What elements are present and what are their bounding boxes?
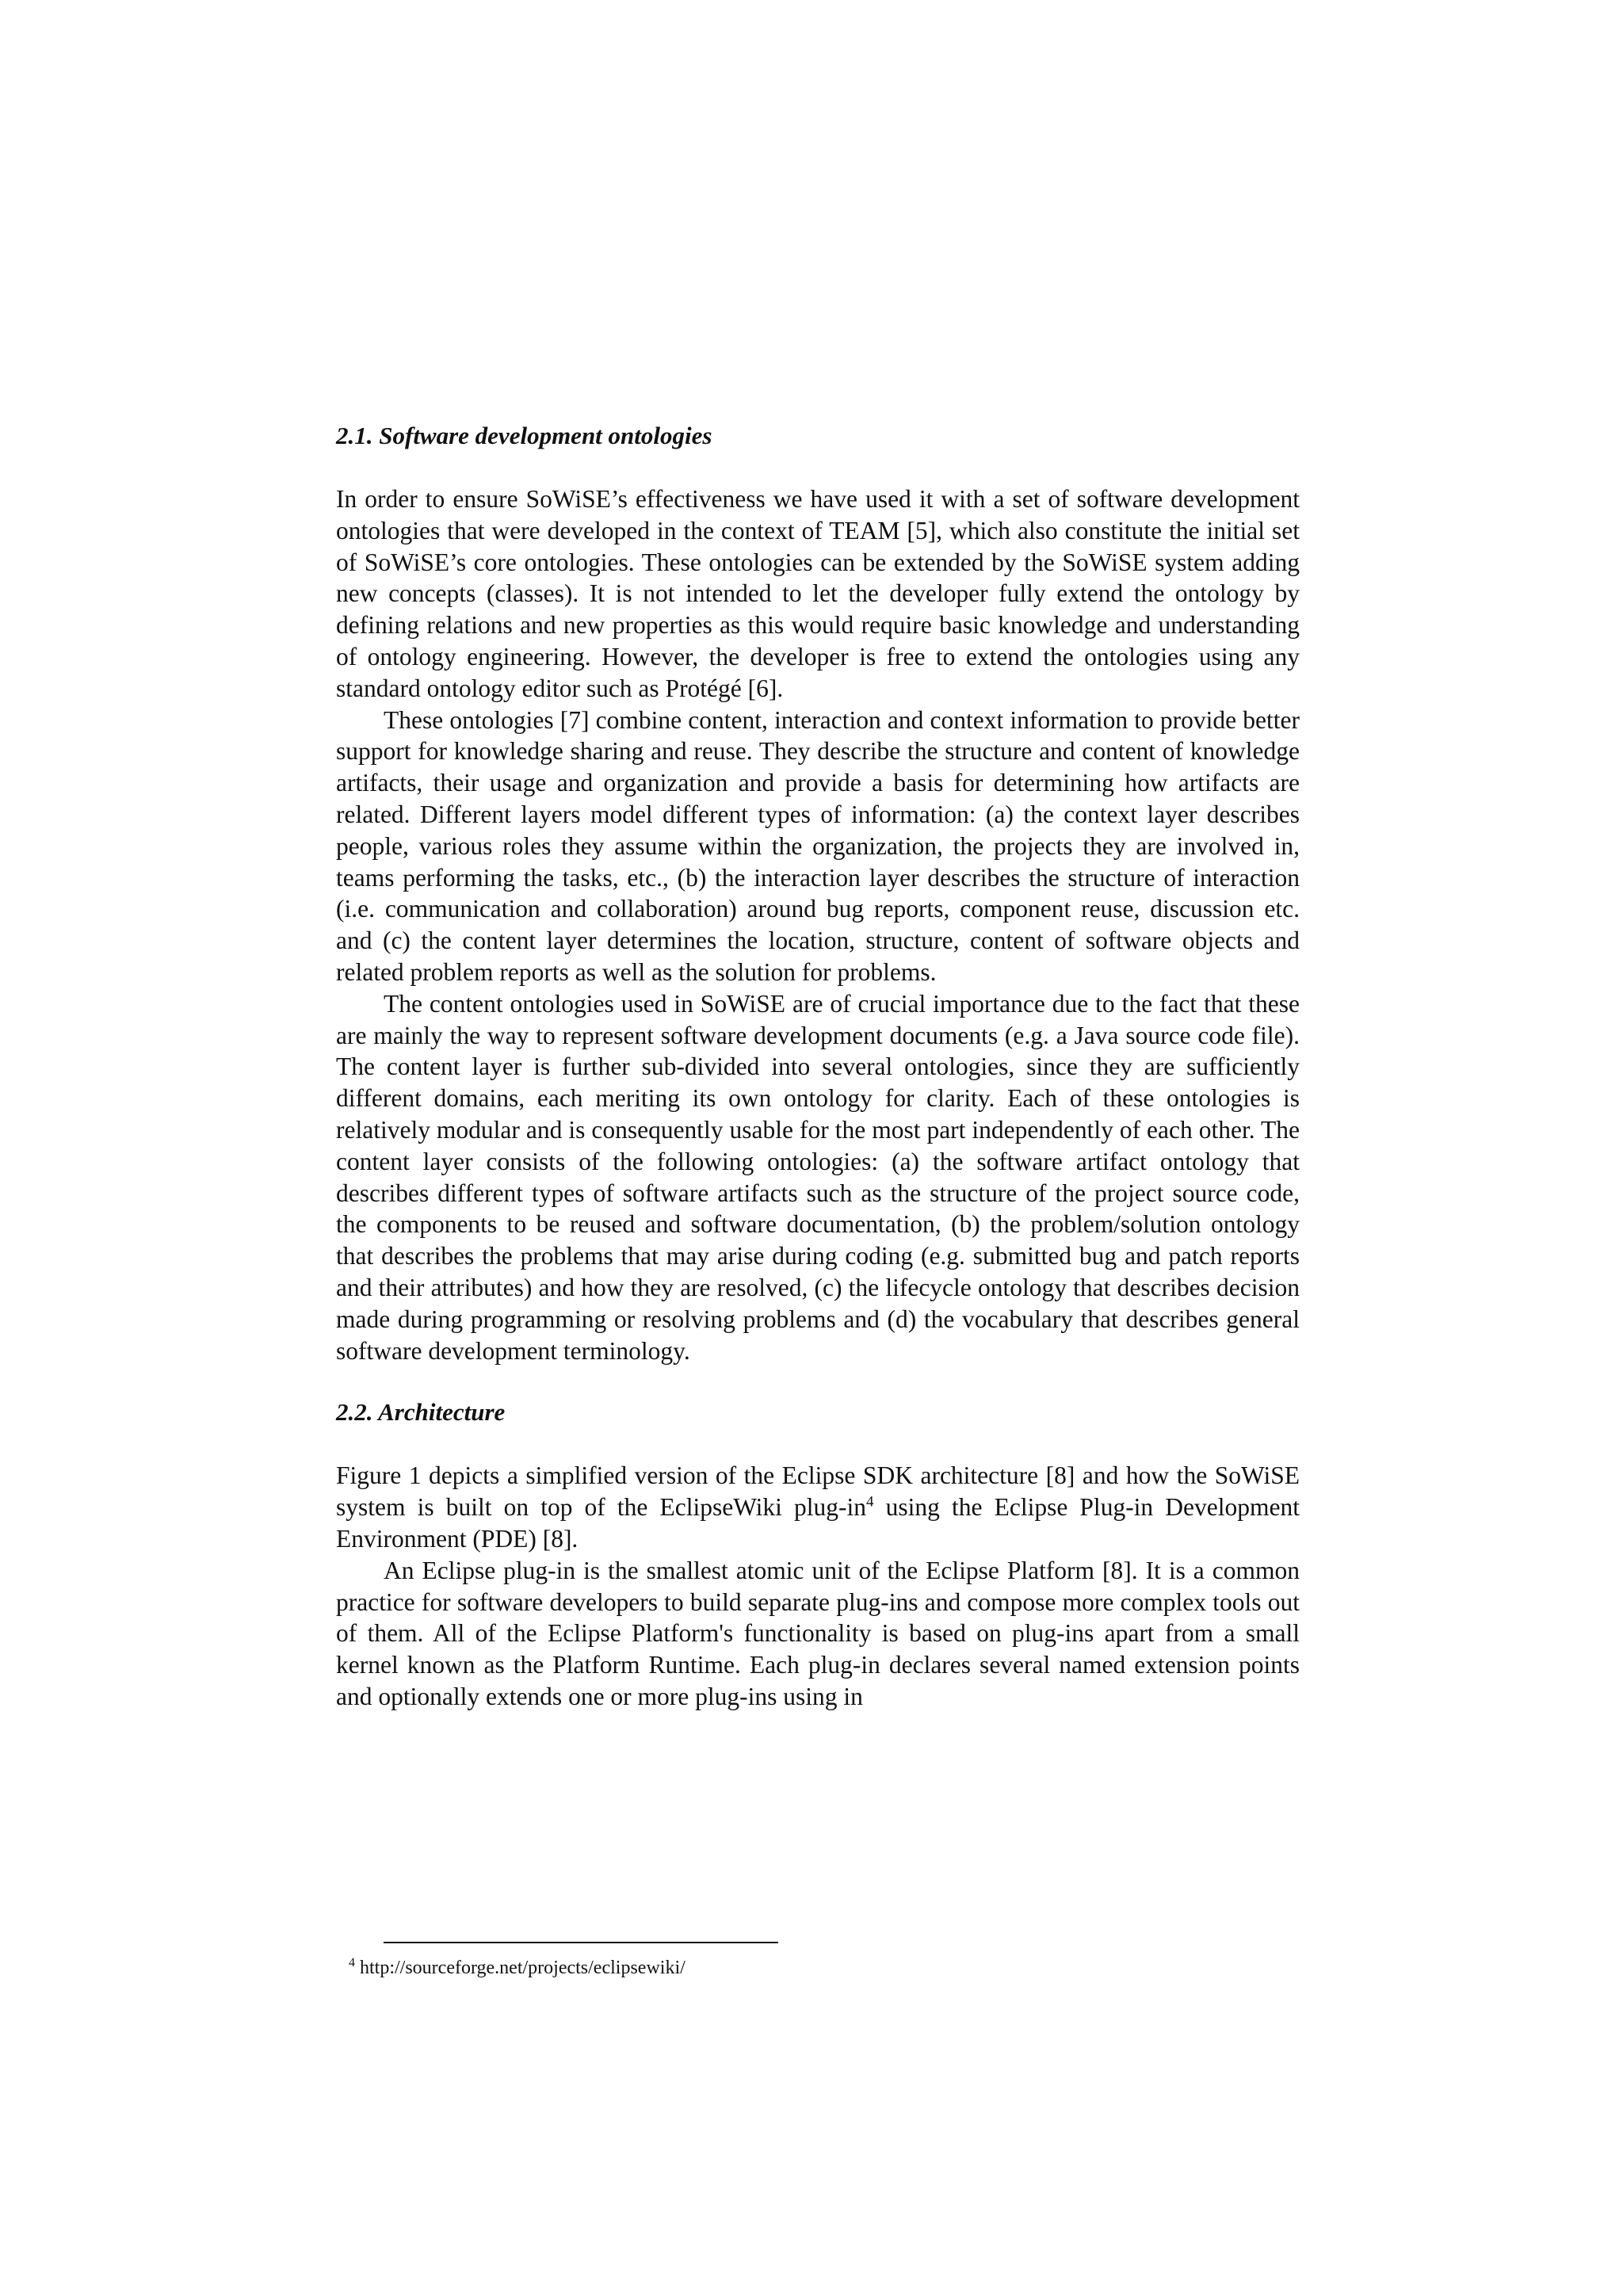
section-heading-architecture: 2.2. Architecture xyxy=(336,1398,506,1427)
paragraph-ontologies-3: The content ontologies used in SoWiSE are of crucial importance due to the fact that these are mainly the way to represent software development documents (e.g. a Java source code file). The content layer is further sub-divided into several ontologies, since they are sufficiently different domains, each meriting its own ontology for clarity. Each of these ontologies is relatively modular and is consequently usable for the most part independently of each other. The content layer consists of the following ontologies: (a) the software artifact ontology that describes different types of software artifacts such as the structure of the project source code, the components to be reused and software documentation, (b) the problem/solution ontology that describes the problems that may arise during coding (e.g. submitted bug and patch reports and their attributes) and how they are resolved, (c) the lifecycle ontology that describes decision made during programming or resolving problems and (d) the vocabulary that describes general software development terminology. xyxy=(336,989,1300,1365)
footnote-mark: 4 xyxy=(349,1956,355,1969)
footnote-reference-mark: 4 xyxy=(866,1493,874,1511)
paragraph-ontologies-1: In order to ensure SoWiSE’s effectiveness we have used it with a set of software development ontologies that were developed in the context of TEAM [5], which also constitute the initial set of SoWiSE’s core ontologies. These ontologies can be extended by the SoWiSE system adding new concepts (classes). It is not intended to let the developer fully extend the ontology by defining relations and new properties as this would require basic knowledge and understanding of ontology engineering. However, the developer is free to extend the ontologies using any standard ontology editor such as Protégé [6]. xyxy=(336,485,1300,702)
footnote xyxy=(349,1956,685,1980)
page-body xyxy=(336,420,1300,1713)
paragraph-architecture-1 xyxy=(336,1460,1300,1554)
paragraph-architecture-2: An Eclipse plug-in is the smallest atomic unit of the Eclipse Platform [8]. It is a common practice for software developers to build separate plug-ins and compose more complex tools out of them. All of the Eclipse Platform's functionality is based on plug-ins apart from a small kernel known as the Platform Runtime. Each plug-in declares several named extension points and optionally extends one or more plug-ins using in xyxy=(336,1556,1300,1710)
paragraph-ontologies-2: These ontologies [7] combine content, interaction and context information to provide better support for knowledge sharing and reuse. They describe the structure and content of knowledge artifacts, their usage and organization and provide a basis for determining how artifacts are related. Different layers model different types of information: (a) the context layer describes people, various roles they assume within the organization, the projects they are involved in, teams performing the tasks, etc., (b) the interaction layer describes the structure of interaction (i.e. communication and collaboration) around bug reports, component reuse, discussion etc. and (c) the content layer determines the location, structure, content of software objects and related problem reports as well as the solution for problems. xyxy=(336,705,1300,986)
footnote-divider xyxy=(384,1942,778,1943)
paragraph-architecture-1-text-b: using the Eclipse Plug-in Development Environment (PDE) [8]. xyxy=(336,1493,1300,1553)
section-heading-ontologies: 2.1. Software development ontologies xyxy=(336,422,712,449)
paragraph-architecture-1-text-a: Figure 1 depicts a simplified version of the Eclipse SDK architecture [8] and how the SoWiSE system is built on top of the EclipseWiki plug-in xyxy=(336,1461,1300,1522)
footnote-url: http://sourceforge.net/projects/eclipsewiki/ xyxy=(355,1958,685,1978)
